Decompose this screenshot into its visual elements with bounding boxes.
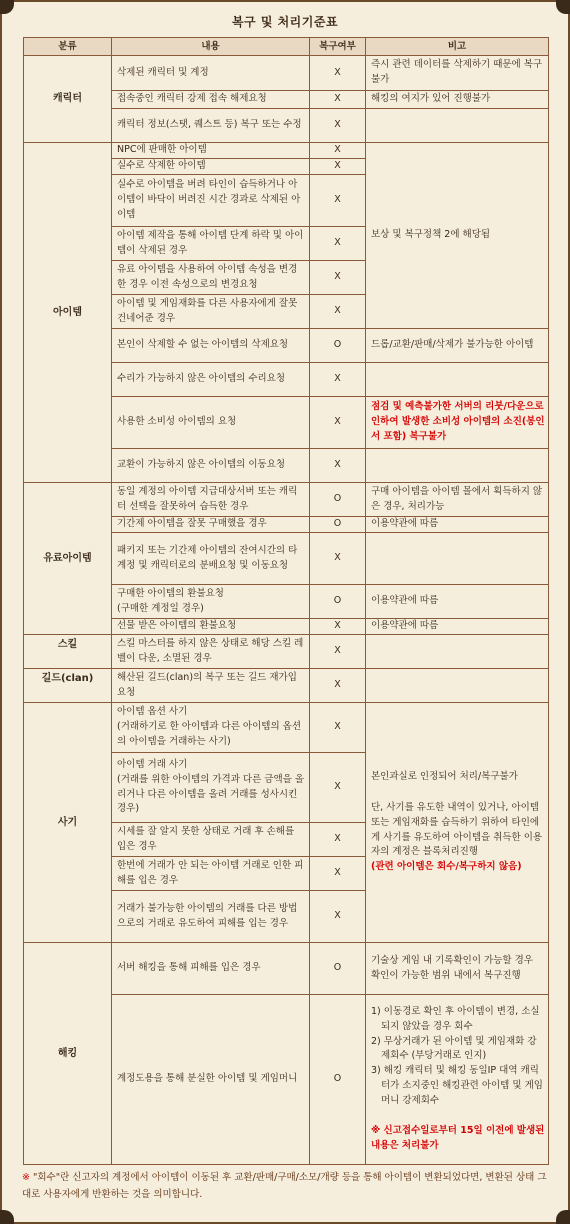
category-character: 캐릭터 <box>24 56 112 143</box>
row-content: 실수로 삭제한 아이템 <box>112 159 310 175</box>
recovery-mark: X <box>310 143 366 159</box>
corner-ornament <box>556 1210 570 1224</box>
row-content: 아이템 제작을 통해 아이템 단계 하락 및 아이템이 삭제된 경우 <box>112 227 310 261</box>
recovery-mark: X <box>310 363 366 397</box>
recovery-mark: X <box>310 753 366 823</box>
recovery-mark: X <box>310 669 366 703</box>
recovery-mark: X <box>310 635 366 669</box>
recovery-mark: O <box>310 329 366 363</box>
row-content: 서버 해킹을 통해 피해를 입은 경우 <box>112 943 310 995</box>
row-remark: 해킹의 여지가 있어 진행불가 <box>366 91 549 109</box>
footnote-text: "회수"란 신고자의 계정에서 아이템이 이동된 후 교환/판매/구매/소모/개량 등을 통해 아이템이 변환되었다면, 변환된 상태 그대로 사용자에게 반환하는 것을 의미합니다. <box>22 1172 547 1200</box>
fraud-remark-warning: (관련 아이템은 회수/복구하지 않음) <box>371 860 522 872</box>
footnote-mark: ※ <box>22 1172 30 1183</box>
footnote <box>22 1170 554 1203</box>
category-guild: 길드(clan) <box>24 669 112 703</box>
recovery-mark: X <box>310 109 366 143</box>
row-content-line: 아이템 옵션 사기 <box>117 706 188 718</box>
recovery-mark: X <box>310 159 366 175</box>
row-content: 유료 아이템을 사용하여 아이템 속성을 변경한 경우 이전 속성으로의 변경요청 <box>112 261 310 295</box>
row-content: 동일 계정의 아이템 지급대상서버 또는 캐릭터 선택을 잘못하여 습득한 경우 <box>112 483 310 517</box>
recovery-mark: X <box>310 227 366 261</box>
row-content: 사용한 소비성 아이템의 요청 <box>112 397 310 449</box>
row-content: 캐릭터 정보(스탯, 퀘스트 등) 복구 또는 수정 <box>112 109 310 143</box>
table-row <box>24 483 549 517</box>
header-recovery: 복구여부 <box>310 38 366 56</box>
row-content-line: (거래하기로 한 아이템과 다른 아이템의 옵션의 아이템을 거래하는 사기) <box>117 721 301 747</box>
policy-table <box>23 37 549 1165</box>
recovery-mark: X <box>310 91 366 109</box>
row-remark <box>366 533 549 585</box>
row-content-line: 구매한 아이템의 환불요청 <box>117 587 224 599</box>
row-content: 한번에 거래가 안 되는 아이템 거래로 인한 피해를 입은 경우 <box>112 857 310 891</box>
row-content: 본인이 삭제할 수 없는 아이템의 삭제요청 <box>112 329 310 363</box>
fraud-remark <box>366 703 549 943</box>
row-content: 접속중인 캐릭터 강제 접속 해제요청 <box>112 91 310 109</box>
row-content-line: (거래를 위한 아이템의 가격과 다른 금액을 올리거나 다른 아이템을 올려 거래를 성사시킨 경우) <box>117 773 305 815</box>
row-content: 수리가 가능하지 않은 아이템의 수리요청 <box>112 363 310 397</box>
row-remark: 구매 아이템을 아이템 몰에서 획득하지 않은 경우, 처리가능 <box>366 483 549 517</box>
recovery-mark: X <box>310 397 366 449</box>
row-remark: 기술상 게임 내 기록확인이 가능할 경우 확인이 가능한 범위 내에서 복구진행 <box>366 943 549 995</box>
recovery-mark: O <box>310 483 366 517</box>
hacking-remark <box>366 995 549 1165</box>
header-category: 분류 <box>24 38 112 56</box>
hacking-remark-item: 2) 무상거래가 된 아이템 및 게임재화 강제회수 (부당거래로 인지) <box>371 1035 537 1062</box>
row-content: 삭제된 캐릭터 및 계정 <box>112 56 310 91</box>
row-content: 아이템 및 게임재화를 다른 사용자에게 잘못 건네어준 경우 <box>112 295 310 329</box>
row-remark: 이용약관에 따름 <box>366 585 549 619</box>
hacking-remark-item: 3) 해킹 캐릭터 및 해킹 동일IP 대역 캐릭터가 소지중인 해킹관련 아이템 및 게임 머니 강제회수 <box>371 1065 543 1106</box>
row-content: 거래가 불가능한 아이템의 거래를 다른 방법으로의 거래로 유도하여 피해를 입는 경우 <box>112 891 310 943</box>
row-content-line: 아이템 거래 사기 <box>117 759 188 771</box>
category-skill: 스킬 <box>24 635 112 669</box>
row-remark <box>366 363 549 397</box>
header-remark: 비고 <box>366 38 549 56</box>
hacking-remark-warning: ※ 신고접수일로부터 15일 이전에 발생된 내용은 처리불가 <box>371 1125 545 1152</box>
recovery-mark: X <box>310 295 366 329</box>
row-content: 스킬 마스터를 하지 않은 상태로 해당 스킬 레벨이 다운, 소멸된 경우 <box>112 635 310 669</box>
row-content: NPC에 판매한 아이템 <box>112 143 310 159</box>
row-content: 실수로 아이템을 버려 타인이 습득하거나 아이템이 바닥이 버려진 시간 경과로 삭제된 아이템 <box>112 175 310 227</box>
fraud-remark-line: 단, 사기를 유도한 내역이 있거나, 아이템 또는 게임재화를 습득하기 위하여 타인에게 사기를 유도하여 아이템을 취득한 이용자의 계정은 블록처리진행 <box>371 802 543 858</box>
row-remark <box>366 669 549 703</box>
row-content: 교환이 가능하지 않은 아이템의 이동요청 <box>112 449 310 483</box>
recovery-mark: X <box>310 533 366 585</box>
row-remark: 드롭/교환/판매/삭제가 불가능한 아이템 <box>366 329 549 363</box>
row-remark: 보상 및 복구정책 2에 해당됨 <box>366 143 549 329</box>
row-content: 해산된 길드(clan)의 복구 또는 길드 재가입 요청 <box>112 669 310 703</box>
table-header-row <box>24 38 549 56</box>
table-row <box>24 669 549 703</box>
recovery-mark: X <box>310 857 366 891</box>
recovery-mark: O <box>310 995 366 1165</box>
row-remark <box>366 449 549 483</box>
row-remark <box>366 109 549 143</box>
hacking-remark-item: 1) 이동경로 확인 후 아이템이 변경, 소실되지 않았을 경우 회수 <box>371 1006 540 1032</box>
table-row <box>24 943 549 995</box>
recovery-mark: O <box>310 517 366 533</box>
row-content-line: (구매한 계정일 경우) <box>117 602 204 614</box>
category-hacking: 해킹 <box>24 943 112 1165</box>
category-fraud: 사기 <box>24 703 112 943</box>
row-content: 패키지 또는 기간제 아이템의 잔여시간의 타 계정 및 캐릭터로의 분배요청 및 이동요청 <box>112 533 310 585</box>
recovery-mark: X <box>310 449 366 483</box>
recovery-mark: X <box>310 175 366 227</box>
recovery-mark: O <box>310 943 366 995</box>
row-content: 계정도용을 통해 분실한 아이템 및 게임머니 <box>112 995 310 1165</box>
row-content <box>112 585 310 619</box>
row-remark: 이용약관에 따름 <box>366 619 549 635</box>
recovery-mark: X <box>310 703 366 753</box>
row-remark: 이용약관에 따름 <box>366 517 549 533</box>
table-row <box>24 56 549 91</box>
recovery-mark: X <box>310 619 366 635</box>
page-title: 복구 및 처리기준표 <box>231 15 339 29</box>
row-remark-warning: 점검 및 예측불가한 서버의 리붓/다운으로 인하여 발생한 소비성 아이템의 소진(봉인서 포함) 복구불가 <box>366 397 549 449</box>
row-remark: 즉시 관련 데이터를 삭제하기 때문에 복구불가 <box>366 56 549 91</box>
row-content: 시세를 잘 알지 못한 상태로 거래 후 손해를 입은 경우 <box>112 823 310 857</box>
row-remark <box>366 635 549 669</box>
row-content: 기간제 아이템을 잘못 구매했을 경우 <box>112 517 310 533</box>
table-row <box>24 143 549 159</box>
recovery-mark: X <box>310 56 366 91</box>
row-content <box>112 753 310 823</box>
recovery-mark: X <box>310 823 366 857</box>
category-paid-item: 유료아이템 <box>24 483 112 635</box>
row-content: 선물 받은 아이템의 환불요청 <box>112 619 310 635</box>
recovery-mark: X <box>310 261 366 295</box>
fraud-remark-line: 본인과실로 인정되어 처리/복구불가 <box>371 771 518 783</box>
category-item: 아이템 <box>24 143 112 483</box>
header-content: 내용 <box>112 38 310 56</box>
table-row <box>24 635 549 669</box>
table-row <box>24 703 549 753</box>
recovery-mark: X <box>310 891 366 943</box>
row-content <box>112 703 310 753</box>
recovery-mark: O <box>310 585 366 619</box>
